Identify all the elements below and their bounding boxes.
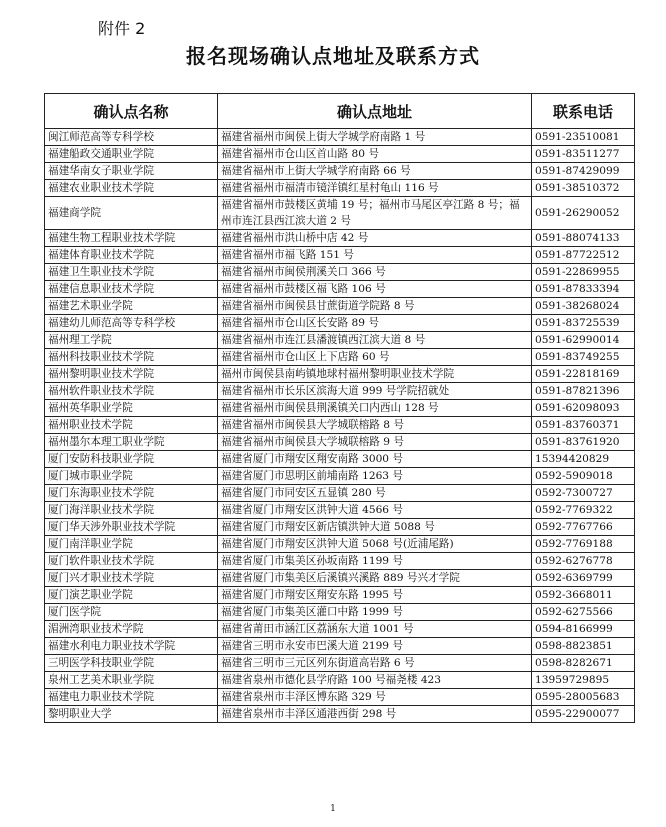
site-phone-cell: 0591-62098093 (532, 400, 635, 417)
site-name-cell: 厦门兴才职业技术学院 (45, 570, 218, 587)
site-address-cell: 福建省泉州市丰泽区博东路 329 号 (218, 689, 532, 706)
table-row (45, 129, 635, 146)
site-phone-cell: 0598-8823851 (532, 638, 635, 655)
table-row (45, 349, 635, 366)
site-phone-cell: 0591-87833394 (532, 281, 635, 298)
column-header-phone: 联系电话 (532, 94, 635, 129)
site-name-cell: 福州墨尔本理工职业学院 (45, 434, 218, 451)
column-header-name: 确认点名称 (45, 94, 218, 129)
site-phone-cell: 0591-22869955 (532, 264, 635, 281)
table-row (45, 434, 635, 451)
table-row (45, 366, 635, 383)
table-row (45, 587, 635, 604)
table-row (45, 383, 635, 400)
site-address-cell: 福建省福州市洪山桥中店 42 号 (218, 230, 532, 247)
table-row (45, 502, 635, 519)
site-name-cell: 福建卫生职业技术学院 (45, 264, 218, 281)
site-name-cell: 厦门华天涉外职业技术学院 (45, 519, 218, 536)
table-row (45, 146, 635, 163)
site-name-cell: 泉州工艺美术职业学院 (45, 672, 218, 689)
site-address-cell: 福建省福州市闽侯县甘蔗街道学院路 8 号 (218, 298, 532, 315)
site-address-cell: 福建省厦门市翔安区洪钟大道 5068 号(近浦尾路) (218, 536, 532, 553)
table-row (45, 400, 635, 417)
site-address-cell: 福建省厦门市集美区孙坂南路 1199 号 (218, 553, 532, 570)
site-address-cell: 福建省福州市闽侯县荆溪镇关口内西山 128 号 (218, 400, 532, 417)
site-phone-cell: 0591-83511277 (532, 146, 635, 163)
site-name-cell: 福建幼儿师范高等专科学校 (45, 315, 218, 332)
table-row (45, 638, 635, 655)
site-address-cell: 福建省福州市仓山区首山路 80 号 (218, 146, 532, 163)
site-name-cell: 福建船政交通职业学院 (45, 146, 218, 163)
site-phone-cell: 0592-3668011 (532, 587, 635, 604)
site-address-cell: 福建省福州市仓山区上下店路 60 号 (218, 349, 532, 366)
site-address-cell: 福建省厦门市集美区后溪镇兴溪路 889 号兴才学院 (218, 570, 532, 587)
site-name-cell: 厦门软件职业技术学院 (45, 553, 218, 570)
site-name-cell: 厦门安防科技职业学院 (45, 451, 218, 468)
site-phone-cell: 0592-7769188 (532, 536, 635, 553)
site-address-cell: 福建省三明市三元区列东街道高岩路 6 号 (218, 655, 532, 672)
table-row (45, 519, 635, 536)
site-phone-cell: 0591-83761920 (532, 434, 635, 451)
table-row (45, 264, 635, 281)
site-phone-cell: 0592-5909018 (532, 468, 635, 485)
site-phone-cell: 0594-8166999 (532, 621, 635, 638)
site-name-cell: 福建体育职业技术学院 (45, 247, 218, 264)
site-phone-cell: 0591-62990014 (532, 332, 635, 349)
site-phone-cell: 0591-87429099 (532, 163, 635, 180)
table-row (45, 672, 635, 689)
page-number: 1 (330, 804, 336, 814)
site-address-cell: 福州市闽侯县南屿镇地球村福州黎明职业技术学院 (218, 366, 532, 383)
site-name-cell: 福建商学院 (45, 197, 218, 230)
table-row (45, 451, 635, 468)
table-row (45, 485, 635, 502)
site-phone-cell: 0591-83760371 (532, 417, 635, 434)
site-phone-cell: 0591-38268024 (532, 298, 635, 315)
table-row (45, 536, 635, 553)
site-phone-cell: 0591-87821396 (532, 383, 635, 400)
table-row (45, 230, 635, 247)
table-row (45, 417, 635, 434)
site-phone-cell: 0591-38510372 (532, 180, 635, 197)
site-address-cell: 福建省厦门市翔安区翔安南路 3000 号 (218, 451, 532, 468)
table-row (45, 197, 635, 230)
site-name-cell: 福建电力职业技术学院 (45, 689, 218, 706)
table-row (45, 689, 635, 706)
table-row (45, 706, 635, 723)
site-phone-cell: 0592-6369799 (532, 570, 635, 587)
site-name-cell: 厦门东海职业技术学院 (45, 485, 218, 502)
site-address-cell: 福建省福州市闽侯县大学城联榕路 9 号 (218, 434, 532, 451)
site-address-cell: 福建省福州市仓山区长安路 89 号 (218, 315, 532, 332)
site-address-cell: 福建省厦门市集美区灌口中路 1999 号 (218, 604, 532, 621)
table-header-row (45, 94, 635, 129)
site-address-cell: 福建省福州市闽侯上街大学城学府南路 1 号 (218, 129, 532, 146)
table-row (45, 604, 635, 621)
site-name-cell: 福州科技职业技术学院 (45, 349, 218, 366)
table-row (45, 298, 635, 315)
site-phone-cell: 13959729895 (532, 672, 635, 689)
site-name-cell: 福建生物工程职业技术学院 (45, 230, 218, 247)
table-row (45, 655, 635, 672)
site-name-cell: 福州理工学院 (45, 332, 218, 349)
site-phone-cell: 0592-7767766 (532, 519, 635, 536)
site-name-cell: 福建水利电力职业技术学院 (45, 638, 218, 655)
site-address-cell: 福建省厦门市翔安区新店镇洪钟大道 5088 号 (218, 519, 532, 536)
site-address-cell: 福建省厦门市翔安区翔安东路 1995 号 (218, 587, 532, 604)
site-name-cell: 厦门南洋职业学院 (45, 536, 218, 553)
attachment-label: 附件 2 (98, 19, 146, 38)
site-address-cell: 福建省三明市永安市巴溪大道 2199 号 (218, 638, 532, 655)
page-title: 报名现场确认点地址及联系方式 (186, 44, 480, 68)
table-row (45, 332, 635, 349)
site-phone-cell: 0592-7300727 (532, 485, 635, 502)
table-row (45, 281, 635, 298)
site-name-cell: 福州软件职业技术学院 (45, 383, 218, 400)
site-phone-cell: 0595-28005683 (532, 689, 635, 706)
site-address-cell: 福建省厦门市翔安区洪钟大道 4566 号 (218, 502, 532, 519)
site-name-cell: 福建华南女子职业学院 (45, 163, 218, 180)
site-name-cell: 福州黎明职业技术学院 (45, 366, 218, 383)
table-row (45, 163, 635, 180)
site-phone-cell: 0591-83725539 (532, 315, 635, 332)
site-address-cell: 福建省福州市闽侯荆溪关口 366 号 (218, 264, 532, 281)
site-name-cell: 福建农业职业技术学院 (45, 180, 218, 197)
site-name-cell: 福建信息职业技术学院 (45, 281, 218, 298)
table-row (45, 247, 635, 264)
table-row (45, 315, 635, 332)
site-phone-cell: 0592-6276778 (532, 553, 635, 570)
site-phone-cell: 0598-8282671 (532, 655, 635, 672)
site-name-cell: 福州职业技术学院 (45, 417, 218, 434)
site-address-cell: 福建省福州市福清市镜洋镇红星村龟山 116 号 (218, 180, 532, 197)
site-name-cell: 黎明职业大学 (45, 706, 218, 723)
table-row (45, 553, 635, 570)
site-address-cell: 福建省福州市鼓楼区福飞路 106 号 (218, 281, 532, 298)
site-name-cell: 厦门城市职业学院 (45, 468, 218, 485)
site-address-cell: 福建省厦门市同安区五显镇 280 号 (218, 485, 532, 502)
site-phone-cell: 0592-7769322 (532, 502, 635, 519)
site-name-cell: 三明医学科技职业学院 (45, 655, 218, 672)
site-phone-cell: 15394420829 (532, 451, 635, 468)
site-name-cell: 福建艺术职业学院 (45, 298, 218, 315)
table-row (45, 468, 635, 485)
site-address-cell: 福建省福州市闽侯县大学城联榕路 8 号 (218, 417, 532, 434)
site-address-cell: 福建省泉州市丰泽区通港西街 298 号 (218, 706, 532, 723)
site-phone-cell: 0595-22900077 (532, 706, 635, 723)
confirmation-sites-table (44, 93, 635, 723)
site-phone-cell: 0591-22818169 (532, 366, 635, 383)
site-address-cell: 福建省福州市福飞路 151 号 (218, 247, 532, 264)
site-phone-cell: 0591-26290052 (532, 197, 635, 230)
table-row (45, 570, 635, 587)
site-phone-cell: 0591-88074133 (532, 230, 635, 247)
site-address-cell: 福建省泉州市德化县学府路 100 号福尧楼 423 (218, 672, 532, 689)
site-phone-cell: 0592-6275566 (532, 604, 635, 621)
site-name-cell: 湄洲湾职业技术学院 (45, 621, 218, 638)
table-row (45, 180, 635, 197)
site-address-cell: 福建省福州市连江县潘渡镇西江滨大道 8 号 (218, 332, 532, 349)
site-address-cell: 福建省莆田市涵江区荔涵东大道 1001 号 (218, 621, 532, 638)
site-name-cell: 福州英华职业学院 (45, 400, 218, 417)
site-name-cell: 厦门演艺职业学院 (45, 587, 218, 604)
site-name-cell: 闽江师范高等专科学校 (45, 129, 218, 146)
site-name-cell: 厦门医学院 (45, 604, 218, 621)
site-address-cell: 福建省福州市长乐区滨海大道 999 号学院招就处 (218, 383, 532, 400)
site-address-cell: 福建省福州市上街大学城学府南路 66 号 (218, 163, 532, 180)
site-address-cell: 福建省福州市鼓楼区黄埔 19 号；福州市马尾区亭江路 8 号；福州市连江县西江滨大道 2 号 (218, 197, 532, 230)
site-name-cell: 厦门海洋职业技术学院 (45, 502, 218, 519)
site-address-cell: 福建省厦门市思明区前埔南路 1263 号 (218, 468, 532, 485)
table-row (45, 621, 635, 638)
site-phone-cell: 0591-87722512 (532, 247, 635, 264)
site-phone-cell: 0591-23510081 (532, 129, 635, 146)
column-header-address: 确认点地址 (218, 94, 532, 129)
site-phone-cell: 0591-83749255 (532, 349, 635, 366)
